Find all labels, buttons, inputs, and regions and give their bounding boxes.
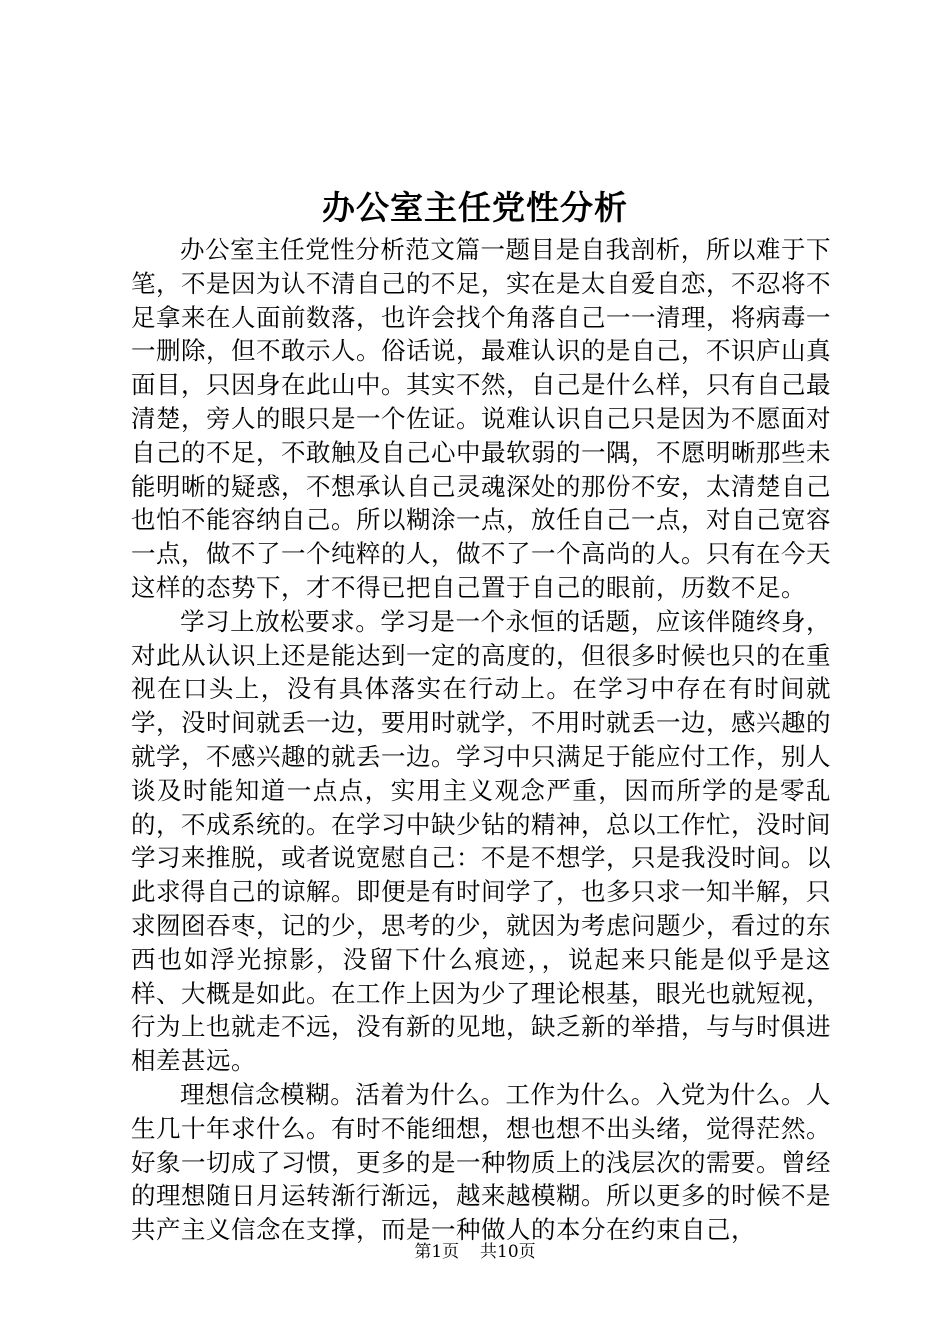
- paragraph-study: 学习上放松要求。学习是一个永恒的话题，应该伴随终身，对此从认识上还是能达到一定的高度的，但很多时候也只的在重视在口头上，没有具体落实在行动上。在学习中存在有时间就学，没时间就丢一边，要用时就学，不用时就丢一边，感兴趣的就学，不感兴趣的就丢一边。学习中只满足于能应付工作，别人谈及时能知道一点点，实用主义观念严重，因而所学的是零乱的，不成系统的。在学习中缺少钻的精神，总以工作忙，没时间学习来推脱，或者说宽慰自己：不是不想学，只是我没时间。以此求得自己的谅解。即便是有时间学了，也多只求一知半解，只求囫囵吞枣，记的少，思考的少，就因为考虑问题少，看过的东西也如浮光掠影，没留下什么痕迹，，说起来只能是似乎是这样、大概是如此。在工作上因为少了理论根基，眼光也就短视，行为上也就走不远，没有新的见地，缺乏新的举措，与与时俱进相差甚远。: [131, 606, 831, 1076]
- page-total: 共10页: [480, 1242, 536, 1262]
- page-number: 第1页: [414, 1242, 460, 1262]
- page-footer: [0, 1240, 950, 1264]
- paragraph-intro: 办公室主任党性分析范文篇一题目是自我剖析，所以难于下笔，不是因为认不清自己的不足，实在是太自爱自恋，不忍将不足拿来在人面前数落，也许会找个角落自己一一清理，将病毒一一删除，但不敢示人。俗话说，最难认识的是自己，不识庐山真面目，只因身在此山中。其实不然，自己是什么样，只有自己最清楚，旁人的眼只是一个佐证。说难认识自己只是因为不愿面对自己的不足，不敢触及自己心中最软弱的一隅，不愿明晰那些未能明晰的疑惑，不想承认自己灵魂深处的那份不安，太清楚自己也怕不能容纳自己。所以糊涂一点，放任自己一点，对自己宽容一点，做不了一个纯粹的人，做不了一个高尚的人。只有在今天这样的态势下，才不得已把自己置于自己的眼前，历数不足。: [131, 235, 831, 602]
- document-body: [131, 233, 831, 1247]
- paragraph-ideals: 理想信念模糊。活着为什么。工作为什么。入党为什么。人生几十年求什么。有时不能细想，想也想不出头绪，觉得茫然。好象一切成了习惯，更多的是一种物质上的浅层次的需要。曾经的理想随日月运转渐行渐远，越来越模糊。所以更多的时候不是共产主义信念在支撑，而是一种做人的本分在约束自己，: [131, 1079, 831, 1245]
- document-title: 办公室主任党性分析: [322, 188, 628, 227]
